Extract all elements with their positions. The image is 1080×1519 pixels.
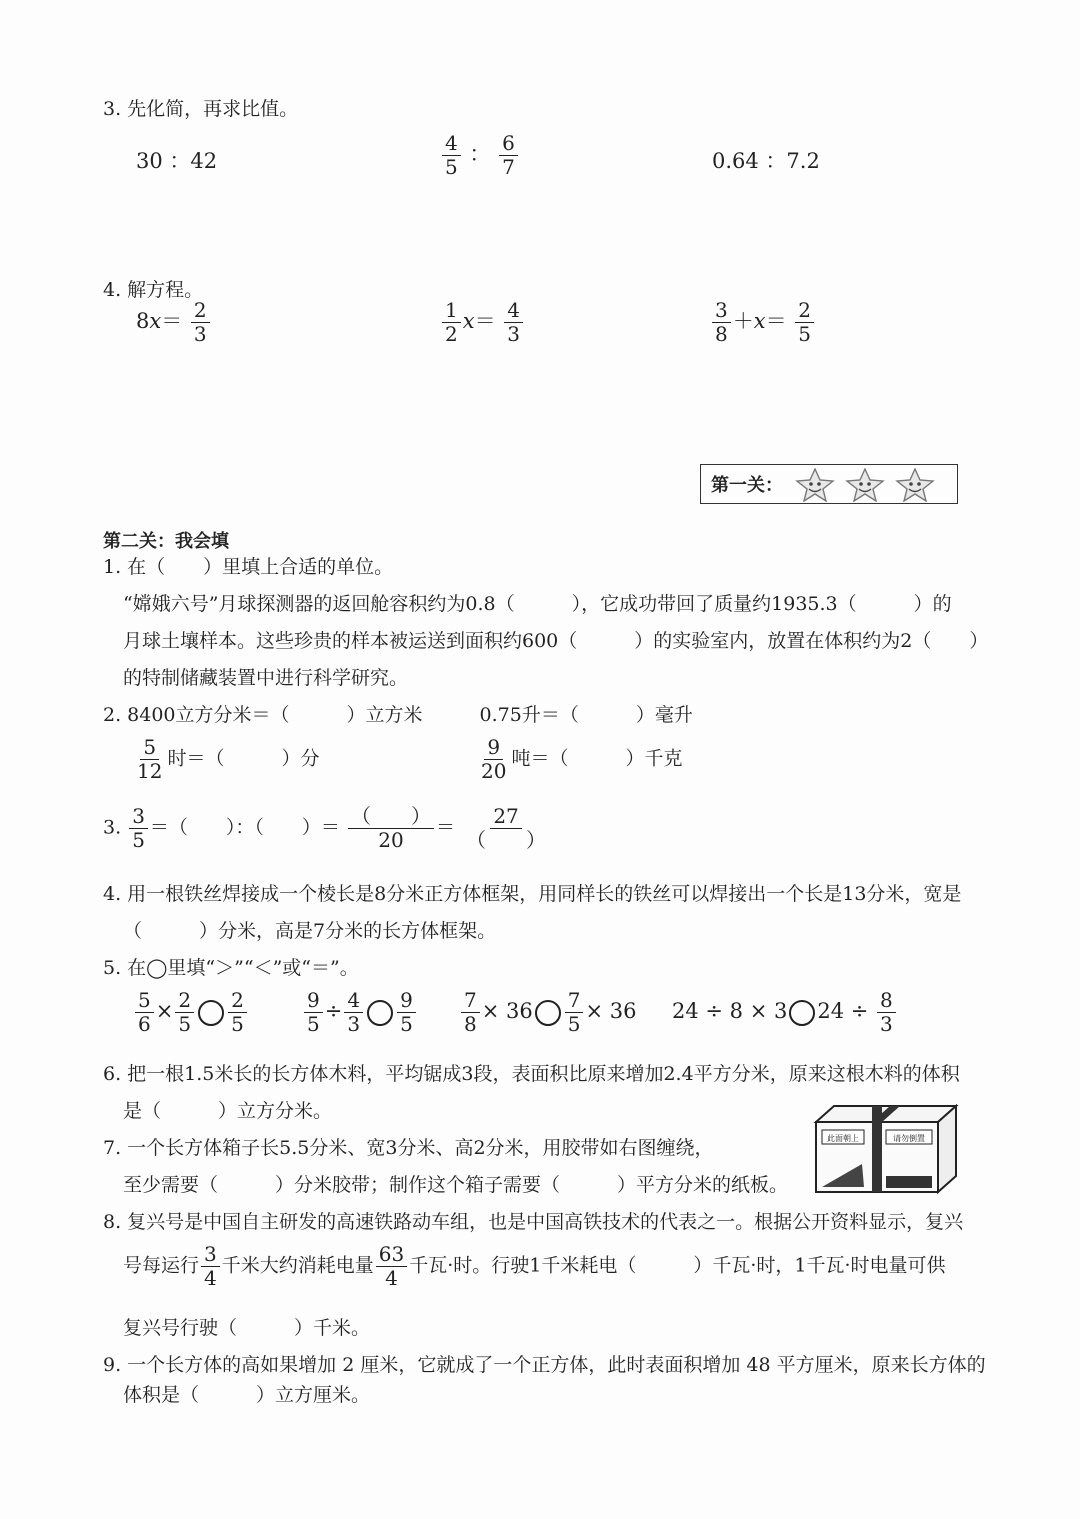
question-1-line: “嫦娥六号”月球探测器的返回舱容积约为0.8（ ），它成功带回了质量约1935.3（ ）的 [123, 593, 952, 615]
question-2-conversion-2: $\frac{9}{20}$ 吨＝（ ）千克 [476, 737, 682, 782]
equation-2: $\frac{1}{2}$ x＝ $\frac{4}{3}$ [440, 300, 525, 345]
ratio-1: 30 ：42 [136, 149, 218, 173]
fraction: $\frac{1}{2}$ [442, 300, 461, 345]
equation-1: 8x＝ $\frac{2}{3}$ [136, 300, 212, 345]
fraction: $\frac{4}{3}$ [504, 300, 523, 345]
compare-2: $\frac{9}{5}$ ÷ $\frac{4}{3}$ $\frac{9}{5}$ [302, 990, 418, 1035]
fraction: $\frac{4}{5}$ [442, 133, 461, 178]
question-4-line: 4. 用一根铁丝焊接成一个棱长是8分米正方体框架，用同样长的铁丝可以焊接出一个长是13分米，宽是 [103, 883, 962, 905]
smiley-star-icon [793, 468, 837, 502]
fraction: $\frac{2}{3}$ [191, 300, 210, 345]
question-5-label: 5. 在◯里填“＞”“＜”或“＝”。 [103, 957, 359, 979]
question-7-line: 7. 一个长方体箱子长5.5分米、宽3分米、高2分米，用胶带如右图缠绕， [103, 1137, 714, 1159]
section-title: 第二关：我会填 [103, 531, 229, 552]
question-4-label: 4. 解方程。 [103, 279, 204, 301]
compare-circle[interactable] [367, 1000, 393, 1026]
question-7-line: 至少需要（ ）分米胶带；制作这个箱子需要（ ）平方分米的纸板。 [123, 1174, 789, 1196]
question-2-line: 2. 8400立方分米＝（ ）立方米 0.75升＝（ ）毫升 [103, 704, 693, 726]
compare-1: $\frac{5}{6}$ × $\frac{2}{5}$ $\frac{2}{5}$ [133, 990, 249, 1035]
fraction: $\frac{63}{4}$ [376, 1244, 407, 1289]
smiley-star-icon [893, 468, 937, 502]
question-1-line: 的特制储藏装置中进行科学研究。 [123, 667, 409, 689]
fraction: $\frac{2}{5}$ [795, 300, 814, 345]
question-4-line: （ ）分米，高是7分米的长方体框架。 [123, 920, 497, 942]
question-8-line: 8. 复兴号是中国自主研发的高速铁路动车组，也是中国高铁技术的代表之一。根据公开资料显示，复兴 [103, 1211, 964, 1233]
smiley-star-icon [843, 468, 887, 502]
level-1-badge [700, 464, 958, 504]
fraction: $\frac{3}{5}$ [129, 806, 148, 851]
svg-text:此面朝上: 此面朝上 [827, 1134, 859, 1143]
level-label: 第一关： [711, 475, 783, 496]
fraction: $\frac{5}{12}$ [137, 735, 163, 783]
box-illustration [812, 1102, 960, 1196]
question-2-conversion-1: $\frac{5}{12}$ 时＝（ ）分 [132, 737, 319, 782]
fraction: $\frac{9}{20}$ [481, 735, 507, 783]
fraction: $\frac{3}{8}$ [712, 300, 731, 345]
compare-circle[interactable] [198, 1000, 224, 1026]
question-3-label: 3. 先化简，再求比值。 [103, 98, 299, 120]
compare-circle[interactable] [535, 1000, 561, 1026]
question-6-line: 是（ ）立方分米。 [123, 1100, 333, 1122]
compare-circle[interactable] [789, 1000, 815, 1026]
svg-text:请勿倒置: 请勿倒置 [893, 1134, 925, 1143]
question-1-line: 1. 在（ ）里填上合适的单位。 [103, 556, 394, 578]
fraction: $\frac{( )}{20}$ [348, 806, 434, 851]
question-9-line: 9. 一个长方体的高如果增加 2 厘米，它就成了一个正方体，此时表面积增加 48 平方厘米，原来长方体的 [103, 1354, 986, 1376]
compare-3: $\frac{7}{8}$ × 36 $\frac{7}{5}$ × 36 [459, 990, 636, 1035]
ratio-3: 0.64 ：7.2 [712, 149, 820, 173]
question-3-expression: 3. $\frac{3}{5}$ ＝（ ）：（ ）＝ $\frac{( )}{20}$ ＝ $\frac{27}{( )}$ [103, 806, 551, 851]
equation-3: $\frac{3}{8}$ ＋x＝ $\frac{2}{5}$ [710, 300, 816, 345]
question-8-line: 号每运行 $\frac{3}{4}$ 千米大约消耗电量 $\frac{63}{4}$ 千瓦·时。行驶1千米耗电（ ）千瓦·时，1千瓦·时电量可供 [123, 1242, 946, 1290]
fraction: $\frac{3}{4}$ [201, 1244, 220, 1289]
question-1-line: 月球土壤样本。这些珍贵的样本被运送到面积约600（ ）的实验室内，放置在体积约为2（ ） [123, 630, 989, 652]
fraction: $\frac{6}{7}$ [499, 133, 518, 178]
question-9-line: 体积是（ ）立方厘米。 [123, 1384, 371, 1406]
ratio-2: $\frac{4}{5}$ ： $\frac{6}{7}$ [440, 133, 520, 178]
question-8-line: 复兴号行驶（ ）千米。 [123, 1317, 371, 1339]
question-6-line: 6. 把一根1.5米长的长方体木料，平均锯成3段，表面积比原来增加2.4平方分米，原来这根木料的体积 [103, 1063, 960, 1085]
fraction: $\frac{27}{( )}$ [466, 804, 547, 852]
compare-4: 24 ÷ 8 × 3 24 ÷ $\frac{8}{3}$ [672, 990, 898, 1035]
